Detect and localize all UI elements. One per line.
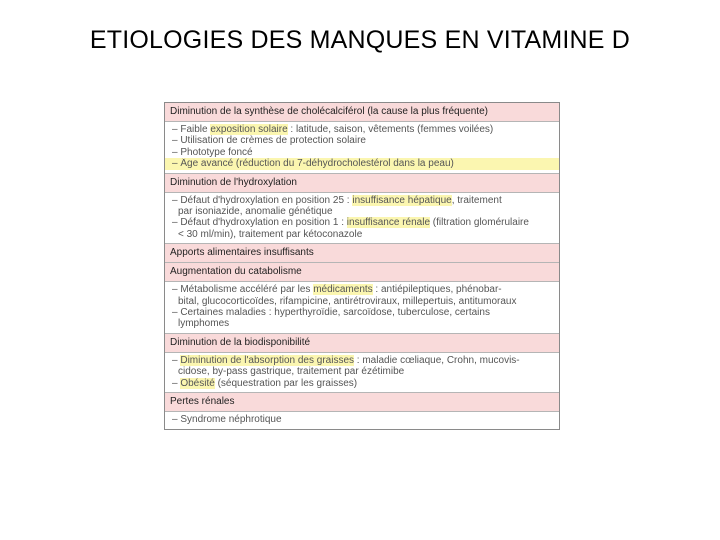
section-body xyxy=(165,282,559,334)
list-item xyxy=(165,217,559,228)
list-item xyxy=(165,229,559,240)
highlighted-text: insuffisance rénale xyxy=(346,217,430,229)
table-section xyxy=(165,103,559,174)
highlighted-text: exposition solaire xyxy=(210,124,288,135)
list-item xyxy=(165,135,559,146)
text-segment: – Âge avancé (réduction du 7-déhydrocholestérol dans la peau) xyxy=(172,158,454,170)
text-segment: (séquestration par les graisses) xyxy=(214,377,358,389)
text-segment: , traitement xyxy=(451,194,502,206)
text-segment: lymphomes xyxy=(178,318,230,330)
text-segment: : latitude, saison, vêtements (femmes voilées) xyxy=(287,124,494,135)
section-header: Apports alimentaires insuffisants xyxy=(165,244,559,263)
table-section xyxy=(165,244,559,263)
table-section xyxy=(165,174,559,245)
section-header: Diminution de la biodisponibilité xyxy=(165,334,559,353)
section-header: Pertes rénales xyxy=(165,393,559,412)
text-segment: – Phototype foncé xyxy=(172,146,253,158)
text-segment: : antiépileptiques, phénobar- xyxy=(372,284,502,296)
list-item xyxy=(165,355,559,366)
section-header: Diminution de l'hydroxylation xyxy=(165,174,559,193)
text-segment: – Défaut d'hydroxylation en position 1 : xyxy=(172,217,347,229)
list-item xyxy=(165,307,559,318)
highlighted-text: Diminution de l'absorption des graisses xyxy=(180,354,355,366)
list-item xyxy=(165,124,559,135)
list-item xyxy=(165,318,559,329)
section-body xyxy=(165,193,559,245)
text-segment: : maladie cœliaque, Crohn, mucovis- xyxy=(354,354,520,366)
text-segment: – Faible xyxy=(172,124,211,135)
text-segment: bital, glucocorticoïdes, rifampicine, antirétroviraux, millepertuis, antitumoraux xyxy=(178,295,517,307)
table-section xyxy=(165,393,559,428)
highlighted-text: insuffisance hépatique xyxy=(352,194,452,206)
section-header: Diminution de la synthèse de cholécalciférol (la cause la plus fréquente) xyxy=(165,103,559,122)
list-item xyxy=(165,284,559,295)
list-item xyxy=(165,378,559,389)
list-item xyxy=(165,366,559,377)
text-segment: – xyxy=(172,377,181,389)
section-body xyxy=(165,353,559,393)
highlighted-text: médicaments xyxy=(313,284,373,296)
text-segment: – Métabolisme accéléré par les xyxy=(172,284,314,296)
text-segment: – Utilisation de crèmes de protection solaire xyxy=(172,135,366,147)
list-item xyxy=(165,158,559,169)
text-segment: – Syndrome néphrotique xyxy=(172,414,282,426)
text-segment: (filtration glomérulaire xyxy=(430,217,529,229)
text-segment: – xyxy=(172,354,181,366)
list-item xyxy=(165,296,559,307)
text-segment: cidose, by-pass gastrique, traitement par ézétimibe xyxy=(178,366,405,378)
list-item xyxy=(165,195,559,206)
etiology-table xyxy=(164,102,560,430)
text-segment: < 30 ml/min), traitement par kétoconazole xyxy=(178,228,363,240)
section-body xyxy=(165,122,559,174)
table-section xyxy=(165,263,559,334)
slide-title: ETIOLOGIES DES MANQUES EN VITAMINE D xyxy=(89,26,631,54)
section-header: Augmentation du catabolisme xyxy=(165,263,559,282)
text-segment: par isoniazide, anomalie génétique xyxy=(178,206,333,218)
text-segment: – Défaut d'hydroxylation en position 25 : xyxy=(172,194,353,206)
list-item xyxy=(165,414,559,425)
list-item xyxy=(165,206,559,217)
highlighted-text: Obésité xyxy=(180,377,215,389)
section-body xyxy=(165,412,559,428)
list-item xyxy=(165,147,559,158)
table-section xyxy=(165,334,559,393)
text-segment: – Certaines maladies : hyperthyroïdie, sarcoïdose, tuberculose, certains xyxy=(172,307,490,319)
